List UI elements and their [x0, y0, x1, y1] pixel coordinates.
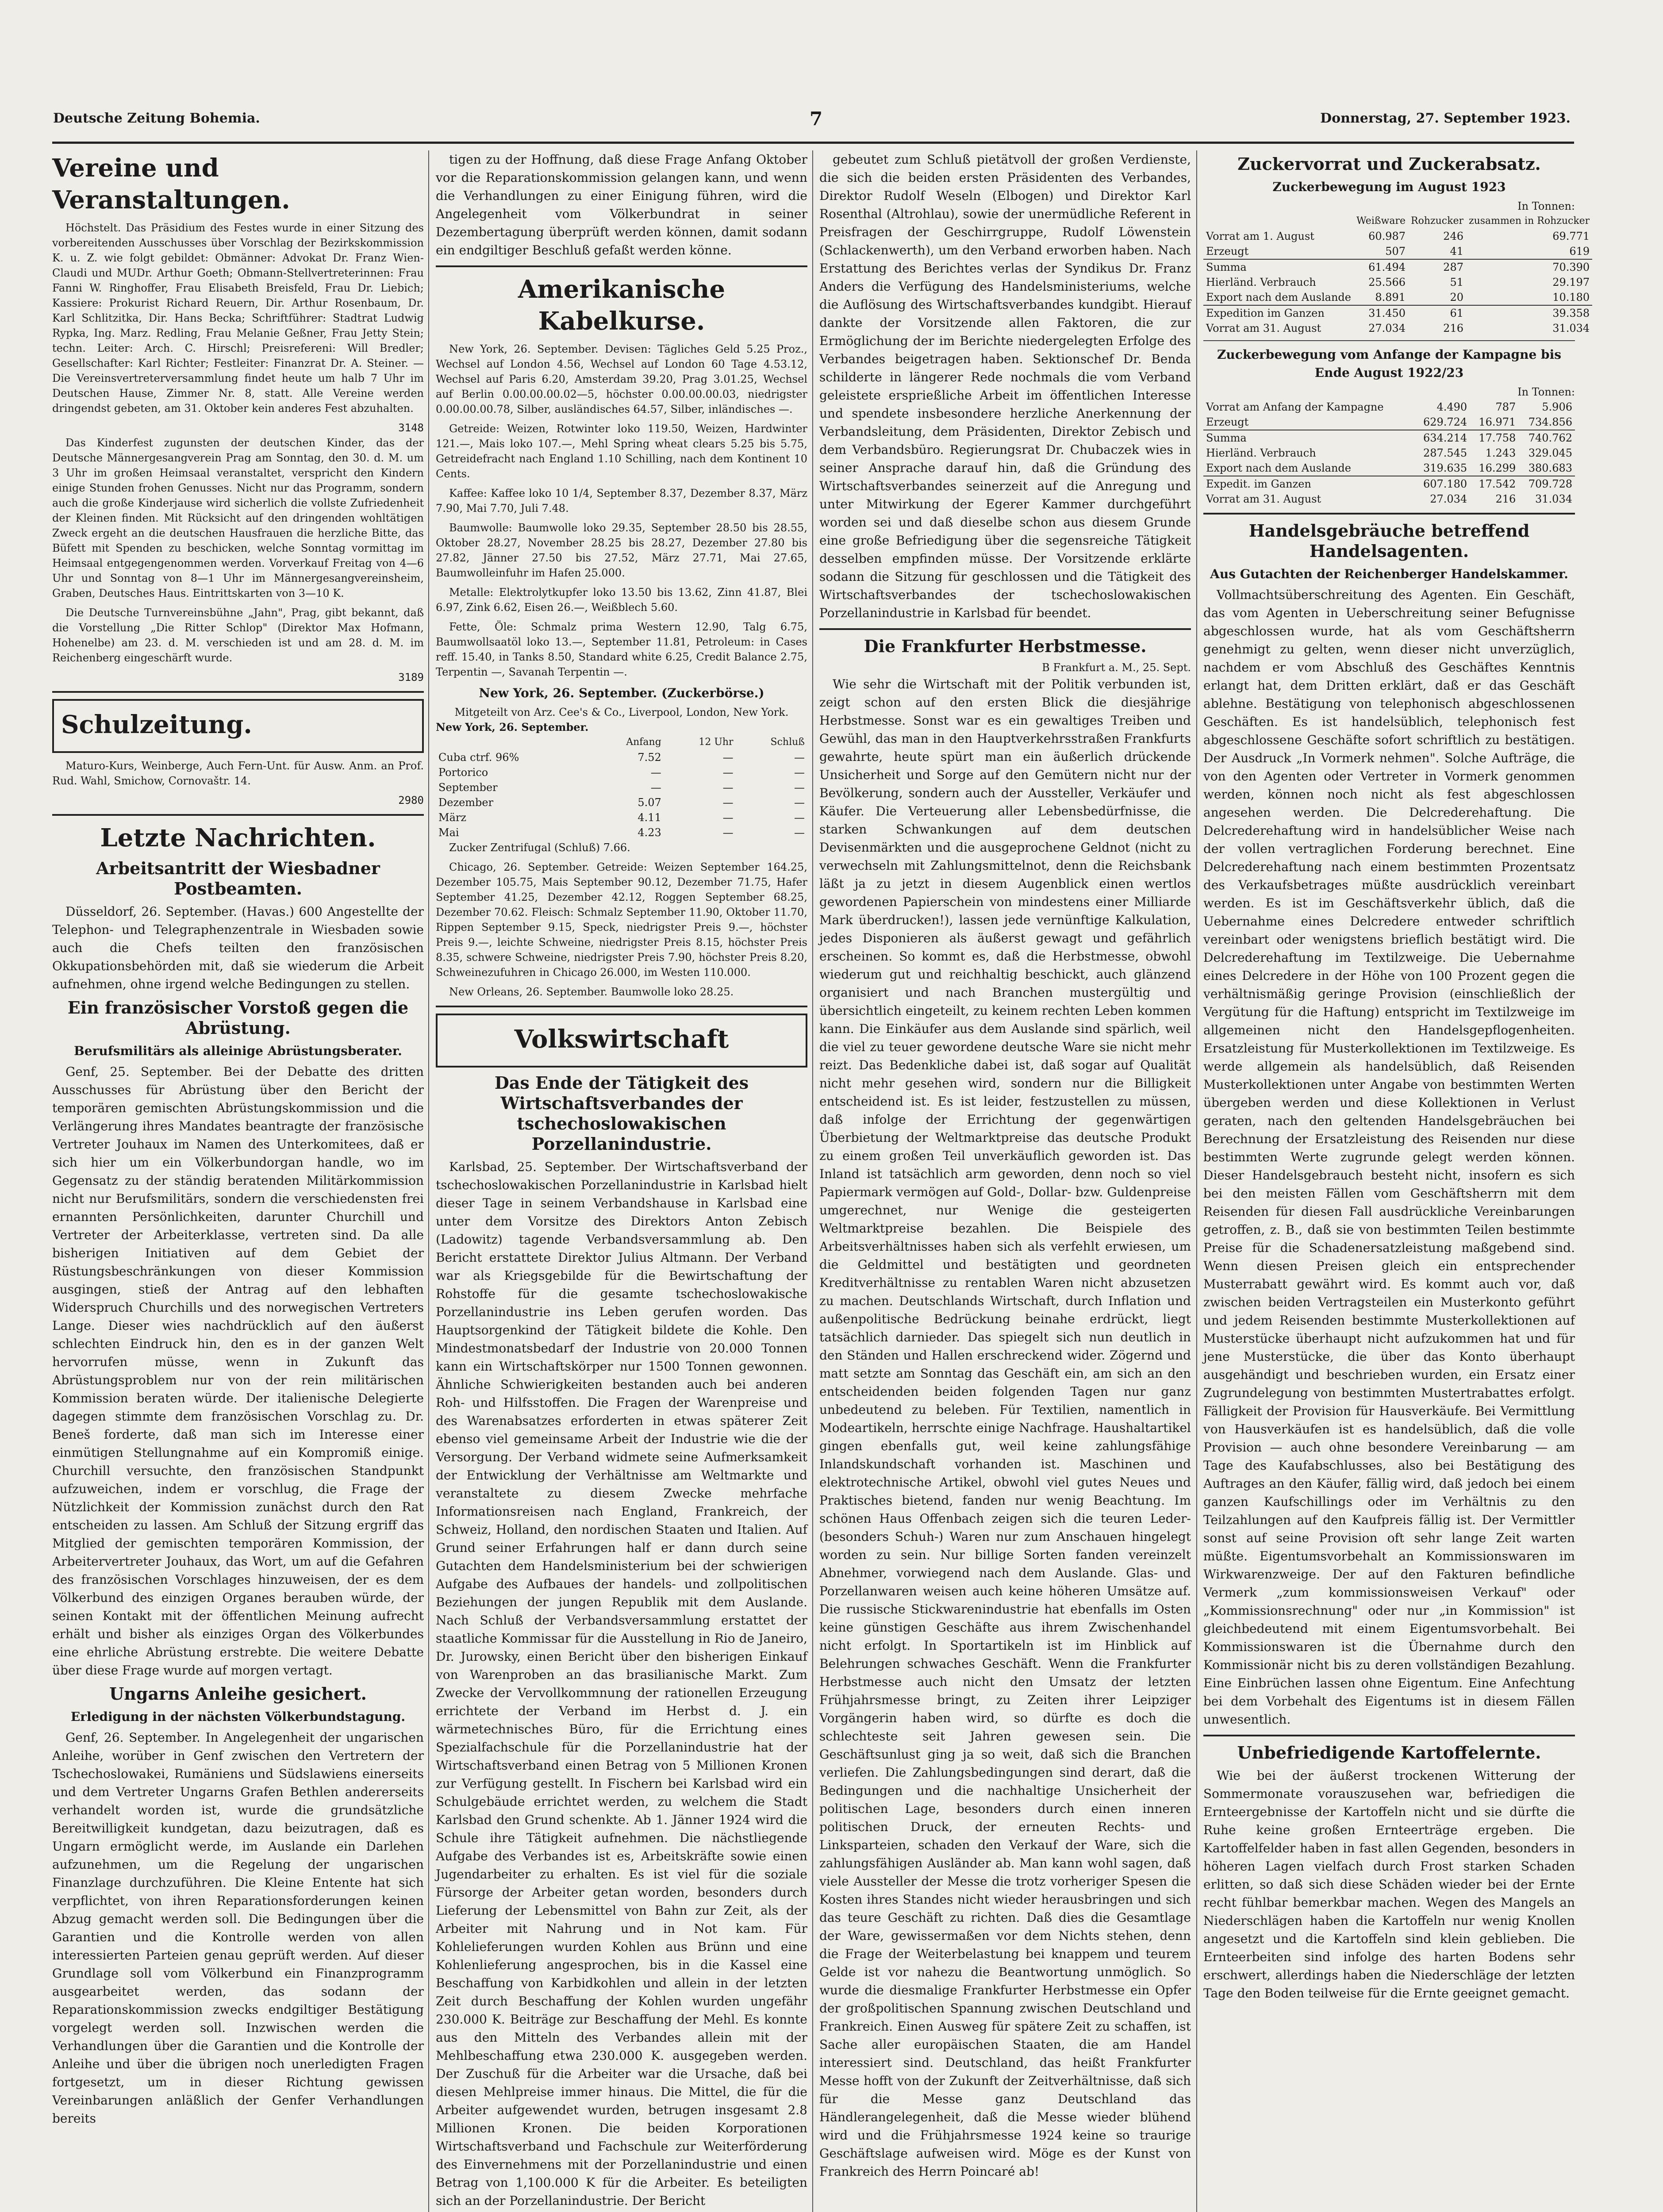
table-cell: Expedit. im Ganzen [1203, 476, 1413, 492]
table-cell: 4.11 [638, 811, 661, 824]
turnverein-article: Die Deutsche Turnvereinsbühne „Jahn", Prag, gibt bekannt, daß die Vorstellung „Die Ritter Schlop" (Direktor Max Hofmann, Hohenelbe) am 23. d. M. verschieden ist und am 28. d. M. im Reichenberg eingeschärft wurde. [52, 607, 424, 664]
table-cell: 31.034 [1535, 493, 1572, 505]
table-cell: — [722, 826, 734, 839]
porzellan-continued: gebeutet zum Schluß pietätvoll der großen Verdienste, die sich die beiden ersten Präsidenten des Verbandes, Direktor Rudolf Weseln (Elbogen) und Direktor Karl Rosenthal (Altrohlau), sowie der unermüdliche Referent in Preisfragen der Geschirrgruppe, Rudolf Löwenstein (Schlackenwerth), um den Verband erworben haben. Nach Erstattung des Berichtes verlas der Syndikus Dr. Franz Anders die Verfügung des Handelsministeriums, welche die Auflösung des Wirtschaftsverbandes kundgibt. Hierauf dankte der Vorsitzende allen Faktoren, die zur Ermöglichung der im Berichte niedergelegten Erfolge des Verbandes beigetragen haben. Sektionschef Dr. Benda schilderte in längerer Rede nochmals die vom Verband geleistete ersprießliche Arbeit im öffentlichen Interesse und spendete insbesondere herzliche Anerkennung der Verbandsleitung, dem Präsidenten, Direktor Zebisch und dem Verbandsbüro. Regierungsrat Dr. Chubaczek wies in seiner Ansprache darauf hin, daß die Gründung des Wirtschaftsverbandes seinerzeit auf die Anregung und unter Mitwirkung der Egerer Kammer durchgeführt worden sei und daß dieselbe schon aus diesem Grunde eine große Befriedigung über die segensreiche Tätigkeit desselben empfinden müsse. Der Vorsitzende erklärte sodann die Sitzung für geschlossen und die Tätigkeit des Wirtschaftsverbandes der tschechoslowakischen Porzellanindustrie in Karlsbad für beendet. [819, 152, 1191, 620]
table-cell: 41 [1450, 245, 1463, 257]
frankfurt-article: Wie sehr die Wirtschaft mit der Politik verbunden ist, zeigt schon auf den ersten Blick die diesjährige Herbstmesse. Sonst war es ein gewaltiges Treiben und Gewühl, das man in den Hauptverkehrsstraßen Frankfurts gewahrte, heute spürt man ein äußerlich drückende Unsicherheit und Sorge auf den Gemütern nicht nur der Bevölkerung, sondern auch der Aussteller, Verkäufer und Käufer. Die Verteuerung aller Lebensbedürfnisse, die starken Schwankungen auf dem deutschen Devisenmärkten und die ausgeprochene Geldnot (nicht zu verwechseln mit Zahlungsmittelnot, denn die Reichsbank läßt ja zu jetzt in diesem Augenblick einen wertlos gewordenen Papierschein von mindestens einer Milliarde Mark überdrucken!), lassen jede vernünftige Kalkulation, jedes Disponieren als äußerst gewagt und gefährlich erscheinen. So kommt es, daß die Herbstmesse, obwohl wiederum gut und reichhaltig beschickt, auch glänzend organisiert und nach Branchen mustergültig und übersichtlich eingeteilt, zu keinem rechten Leben kommen kann. Die Einkäufer aus dem Auslande sind spärlich, weil die viel zu teuer gewordene deutsche Ware sie nicht mehr reizt. Das Bedenkliche dabei ist, daß sogar auf Qualität nicht mehr gesehen wird, sondern nur die Billigkeit entscheidend ist. Es ist leider, festzustellen zu müssen, daß infolge der Errichtung der gegenwärtigen Überbietung der Weltmarktpreise das deutsche Produkt zu einem großen Teil unverkäuflich geworden ist. Das Inland ist tatsächlich arm geworden, denn noch so viel Papiermark vermögen auf Gold-, Dollar- bzw. Guldenpreise umgerechnet, nur Wenige die gesteigerten Weltmarktpreise bezahlen. Die Beispiele des Arbeitsverhältnisses haben sich als verfehlt erwiesen, um die Geldmittel und bestätigten und geordneten Kreditverhältnisse zu rentablen Waren nicht abzusetzen zu machen. Deutschlands Wirtschaft, durch Inflation und außenpolitische Bedrückung beinahe erdrückt, liegt tatsächlich darnieder. Das spiegelt sich nun deutlich in den Ständen und Hallen erschreckend wider. Zögernd und matt setzte am Sonntag das Geschäft ein, am sich an den entscheidenden beiden folgenden Tagen nur ganz unbedeutend zu beleben. Für Textilien, namentlich in Modeartikeln, herrschte einige Nachfrage. Haushaltartikel gingen ebenfalls gut, weil keine zahlungsfähige Inlandskundschaft vorhanden ist. Maschinen und elektrotechnische Artikel, obwohl viel gutes Neues und Praktisches bietend, fanden nur wenig Beachtung. Im schönen Haus Offenbach zeigen sich die teuren Leder- (besonders Schuh-) Waren nur zum Anschauen hingelegt worden zu sein. Nur billige Sorten fanden vereinzelt Abnehmer, vorwiegend nach dem Auslande. Glas- und Porzellanwaren weisen auch keine höheren Umsätze auf. Die russische Stickwarenindustrie hat ebenfalls im Osten keine günstigen Geschäfte aus ihrem Zwischenhandel nicht erfolgt. In Sportartikeln ist im Hinblick auf Belehrungen schwaches Geschäft. Wenn die Frankfurter Herbstmesse auch nicht den Umsatz der letzten Frühjahrsmesse bringt, zu Zeiten ihrer Leipziger Vorgängerin haben wird, so dürfte es doch die schlechteste seit Jahren gewesen sein. Die Geschäftsunlust ging ja so weit, daß sich die Branchen verliefen. Die Zahlungsbedingungen sind derart, daß die Bedingungen und die nachhaltige Unsicherheit der politischen Lage, besonders durch einen inneren politischen Druck, der erneuten Rechts- und Linksparteien, schaden den Verkauf der Ware, sich die zahlungsfähigen Ausländer ab. Man kann wohl sagen, daß viele Aussteller der Messe die trotz vorheriger Spesen die Kosten ihres Standes nicht wieder herausbringen und sich das teure Geschäft zu richten. Daß dies die Gesamtlage der Ware, gewissermaßen vor dem Nichts stehen, denn die Frage der Weiterbelastung bei knappem und teurem Gelde ist vor nahezu die Beantwortung unmöglich. So wurde die diesmalige Frankfurter Herbstmesse ein Opfer der großpolitischen Spannung zwischen Deutschland und Frankreich. Einen Ausweg für spätere Zeit zu schaffen, ist Sache aller europäischen Staaten, die am Handel interessiert sind. Deutschland, das heißt Frankfurter Messe hofft von der Zukunft der Zeitverhältnisse, daß sich für die Messe ganz Deutschland das Händlerangelegenheit, daß die Messe wieder blühend wird und die Frühjahrsmesse 1924 keine so traurige Geschäftslage aufweisen wird. Möge es der Kunst von Frankreich des Herrn Poincaré ab! [819, 677, 1191, 2179]
section-rule [52, 691, 424, 693]
section-rule [1203, 513, 1575, 515]
zucker-august-table [1203, 214, 1592, 336]
table-cell: — [650, 766, 661, 779]
table-row [1203, 305, 1592, 321]
letzte-nachrichten-heading: Letzte Nachrichten. [100, 823, 376, 853]
vorstoss-heading: Ein französischer Vorstoß gegen die Abrüstung. [67, 998, 409, 1038]
table-cell: 634.214 [1413, 430, 1470, 445]
table-header-row [436, 735, 807, 750]
issue-date: Donnerstag, 27. September 1923. [1320, 111, 1571, 126]
handelsgebraeuche-lead: Aus Gutachten der Reichenberger Handelskammer. [1210, 567, 1568, 581]
table-cell: 287 [1408, 259, 1466, 275]
table-cell: 39.358 [1466, 305, 1592, 321]
vorstoss-article: Genf, 25. September. Bei der Debatte des dritten Ausschusses für Abrüstung über den Bericht der temporären gemischten Abrüstungskommission und die Verlängerung ihres Mandates beantragte der französische Vertreter Jouhaux im Namen des Unterkomitees, daß er sich hier um ein Völkerbundorgan handle, wo im Gegensatz zu der ständig beratenden Militärkommission nicht nur Berufsmilitärs, sondern die verschiedensten frei ernannten Persönlichkeiten, darunter Churchill und Vertreter der Arbeiterklasse, vertreten sind. Da alle bisherigen Initiativen auf dem Gebiet der Rüstungsbeschränkungen von dieser Kommission ausgingen, stieß der Antrag auf den lebhaften Widerspruch Churchills und des norwegischen Vertreters Lange. Dieser wies nachdrücklich auf den äußerst schlechten Eindruck hin, den es in der ganzen Welt hervorrufen müsse, wenn in Zukunft das Abrüstungsproblem nur von der rein militärischen Kommission beraten würde. Der italienische Delegierte dagegen stimmte dem französischen Vorschlag zu. Dr. Beneš forderte, daß man sich im Interesse einer einmütigen Stellungnahme auf ein Kompromiß einige. Churchill versuchte, den französischen Standpunkt aufzuweichen, indem er vorschlug, die Frage der Nützlichkeit der Kommission zunächst durch den Rat entscheiden zu lassen. Am Schluß der Sitzung ergriff das Mitglied der gemischten temporären Kommission, der Arbeitervertreter Jouhaux, das Wort, um auf die Gefahren des französischen Vorschlages hinzuweisen, der es dem Völkerbund des einzigen Organes berauben würde, der seinen Kontakt mit der öffentlichen Meinung aufrecht erhält und bisher als einziges Organ des Völkerbundes eine ehrliche Abrüstung erstrebte. Die weitere Debatte über diese Frage wurde auf morgen vertagt. [52, 1064, 424, 1678]
table-cell: 607.180 [1413, 476, 1470, 492]
letzte-article: Düsseldorf, 26. September. (Havas.) 600 Angestellte der Telephon- und Telegraphenzentrale in Wiesbaden sowie auch die Chefs teilten den französischen Okkupationsbehörden mit, daß sie wiederum die Arbeit aufnehmen, ohne irgend welche Bedingungen zu stellen. [52, 904, 424, 991]
table-row [436, 795, 807, 810]
column-3 [819, 150, 1191, 2212]
handelsgebraeuche-heading: Handelsgebräuche betreffend Handelsagenten. [1248, 521, 1530, 561]
kabel-baumwolle: Baumwolle: Baumwolle loko 29.35, September 28.50 bis 28.55, Oktober 28.27, November 28.25 bis 28.27, Dezember 27.80 bis 27.82, Jänner 27.50 bis 27.52, März 27.71, Mai 27.65, Baumwolleinfuhr im Hafen 25.000. [436, 522, 807, 579]
table-cell: 60.987 [1368, 230, 1406, 242]
reference-number: 2980 [398, 794, 424, 806]
table-cell: 20 [1450, 291, 1463, 303]
table-cell: — [722, 781, 734, 794]
table-cell: Vorrat am 1. August [1206, 230, 1314, 242]
table-cell: Dezember [438, 796, 494, 809]
table-cell: Expedition im Ganzen [1203, 305, 1354, 321]
table-cell: 17.758 [1470, 430, 1518, 445]
table-cell: 216 [1495, 493, 1516, 505]
kabel-kaffee: Kaffee: Kaffee loko 10 1/4, September 8.37, Dezember 8.37, März 7.90, Mai 7.70, Juli 7.48. [436, 487, 807, 515]
table-row [1203, 430, 1575, 445]
zuckerboerse-heading: New York, 26. September. (Zuckerbörse.) [479, 686, 764, 700]
table-cell: Vorrat am 31. August [1206, 322, 1321, 334]
table-cell: — [650, 781, 661, 794]
zucker-zentrifugal: Zucker Zentrifugal (Schluß) 7.66. [449, 841, 630, 854]
vereine-heading: Vereine und Veranstaltungen. [52, 154, 290, 215]
table-cell: 1.243 [1485, 447, 1516, 459]
table-cell: Hierländ. Verbrauch [1206, 276, 1316, 288]
table-cell: 787 [1495, 401, 1516, 413]
table-cell: 319.635 [1423, 462, 1467, 474]
table-cell: Hierländ. Verbrauch [1206, 447, 1316, 459]
table-cell: — [722, 796, 734, 809]
table-cell: 31.034 [1552, 322, 1590, 334]
table-cell: 16.971 [1479, 416, 1516, 428]
section-rule [436, 1006, 807, 1007]
table-header-cell: 12 Uhr [699, 737, 734, 748]
table-row [1203, 244, 1592, 259]
kabel-metalle: Metalle: Elektrolytkupfer loko 13.50 bis 13.62, Zinn 41.87, Blei 6.97, Zink 6.62, Eisen 26.—, Weißblech 5.60. [436, 586, 807, 614]
table-cell: März [438, 811, 466, 824]
table-cell: 69.771 [1552, 230, 1590, 242]
kartoffelernte-article: Wie bei der äußerst trockenen Witterung der Sommermonate vorauszusehen war, befriedigen die Ernteergebnisse der Kartoffeln nicht und sie dürfte die Ruhe keine großen Ernteerträge ergeben. Die Kartoffelfelder haben in fast allen Gegenden, besonders in höheren Lagen vielfach durch Frost starken Schaden erlitten, so daß sich diese Schäden wieder bei der Ernte recht fühlbar bemerkbar machen. Wegen des Mangels an Niederschlägen haben die Kartoffeln nur wenig Knollen angesetzt und die Kartoffeln sind klein geblieben. Die Ernteerbeiten sind infolge des harten Bodens sehr erschwert, allerdings haben die Niederschläge der letzten Tage den Boden teilweise für die Ernte geeignet gemacht. [1203, 1768, 1575, 2001]
reference-number: 3148 [398, 422, 424, 434]
table-header-cell [1203, 214, 1354, 229]
table-row [436, 750, 807, 765]
schulzeitung-heading: Schulzeitung. [61, 710, 252, 739]
column-1 [52, 150, 424, 2212]
volkswirtschaft-box [436, 1014, 807, 1068]
column-2 [436, 150, 807, 2212]
table-header-cell [436, 735, 591, 750]
table-cell: 216 [1443, 322, 1463, 334]
table-cell: 507 [1385, 245, 1406, 257]
section-rule [1203, 340, 1575, 341]
table-cell: Export nach dem Auslande [1206, 462, 1351, 474]
table-cell: 61 [1408, 305, 1466, 321]
table-cell: 5.07 [638, 796, 661, 809]
kabelkurse-heading: Amerikanische Kabelkurse. [518, 275, 726, 336]
zucker-table [436, 735, 807, 840]
zucker-august-lead: Zuckerbewegung im August 1923 [1272, 180, 1506, 194]
kabel-fette: Fette, Öle: Schmalz prima Western 12.90, Talg 6.75, Baumwollsaatöl loko 13.—, September 11.81, Petroleum: in Cases reff. 15.40, in Tanks 8.50, Standard white 6.25, Credit Balance 2.75, Terpentin —, Savanah Terpentin —. [436, 621, 807, 678]
column-4 [1203, 150, 1590, 2212]
volkswirtschaft-heading: Volkswirtschaft [514, 1025, 729, 1054]
table-cell: — [722, 751, 734, 764]
table-row [436, 780, 807, 795]
vorstoss-lead: Berufsmilitärs als alleinige Abrüstungsberater. [74, 1044, 402, 1058]
table-row [1203, 476, 1575, 492]
table-header-cell: zusammen in Rohzucker [1468, 215, 1590, 227]
table-cell: 740.762 [1518, 430, 1575, 445]
anleihe-lead: Erledigung in der nächsten Völkerbundstagung. [70, 1709, 406, 1724]
section-rule [436, 265, 807, 267]
table-row [436, 825, 807, 840]
header-rule [52, 142, 1574, 144]
column-divider [428, 150, 429, 2212]
column-divider [812, 150, 813, 2212]
table-cell: 734.856 [1528, 416, 1572, 428]
zucker-unit: In Tonnen: [1517, 200, 1575, 212]
table-cell: Summa [1203, 259, 1354, 275]
section-rule [1203, 1735, 1575, 1736]
table-row [436, 765, 807, 780]
table-cell: 5.906 [1542, 401, 1572, 413]
table-row [436, 810, 807, 825]
section-rule [52, 814, 424, 816]
table-cell: 17.542 [1470, 476, 1518, 492]
porzellan-article: Karlsbad, 25. September. Der Wirtschaftsverband der tschechoslowakischen Porzellanindustrie in Karlsbad hielt dieser Tage in seinem Verbandshause in Karlsbad eine unter dem Vorsitze des Direktors Anton Zebisch (Ladowitz) tagende Verbandsversammlung ab. Den Bericht erstattete Direktor Julius Altmann. Der Verband war als Kriegsgebilde für die Bewirtschaftung der Rohstoffe für die gesamte tschechoslowakische Porzellanindustrie ins Leben gerufen worden. Das Hauptsorgenkind der Tätigkeit bildete die Kohle. Den Mindestmonatsbedarf der Industrie von 20.000 Tonnen kann ein Wirtschaftskörper nur 1500 Tonnen gewonnen. Ähnliche Schwierigkeiten bestanden auch bei anderen Roh- und Hilfsstoffen. Die Fragen der Warenpreise und des Warenabsatzes erforderten in etwas späterer Zeit ebenso viel gemeinsame Arbeit der Industrie wie die der Versorgung. Der Verband widmete seine Aufmerksamkeit der Entwicklung der Verhältnisse am Weltmarkte und veranstaltete zu diesem Zwecke mehrfache Informationsreisen nach England, Frankreich, der Schweiz, Holland, den nordischen Staaten und Italien. Auf Grund seiner Erfahrungen half er dann durch seine Gutachten dem Handelsministerium bei der schwierigen Aufgabe des Aufbaues der handels- und zollpolitischen Beziehungen der jungen Republik mit dem Auslande. Nach Schluß der Verbandsversammlung erstattet der staatliche Kommissar für die Ausstellung in Rio de Janeiro, Dr. Jurowsky, einen Bericht über den bisherigen Einkauf von Warenproben an das brasilianische Markt. Zum Zwecke der Vervollkommnung der rationellen Erzeugung errichtete der Verband im Herbst d. J. ein wärmetechnisches Büro, für die Errichtung eines Spezialfachschule für die Porzellanindustrie hat der Wirtschaftsverband einen Betrag von 5 Millionen Kronen zur Verfügung gestellt. In Fischern bei Karlsbad wird ein Schulgebäude errichtet werden, zu welchem die Stadt Karlsbad den Grund schenkte. Ab 1. Jänner 1924 wird die Schule ihre Tätigkeit aufnehmen. Die nächstliegende Aufgabe des Verbandes ist es, Arbeitskräfte sowie einen Jugendarbeiter zu erhalten. Es ist viel für die soziale Fürsorge der Arbeiter getan worden, besonders durch Lieferung der Lebensmittel von Bahn zur Zeit, als der Arbeiter mit Nahrung und in Not kam. Für Kohlelieferungen wurden Kohlen aus Brünn und eine Kohlenlieferung angesprochen, bis in die Kassel eine Beschaffung von Karbidkohlen und allein in der letzten Zeit durch Beschaffung der Kohlen wurden ungefähr 230.000 K. Beiträge zur Beschaffung der Mehl. Es konnte aus den Mitteln des Verbandes allein mit der Mehlbeschaffung etwa 230.000 K. ausgegeben werden. Der Zuschuß für die Arbeiter war die Ursache, daß bei diesen Mehlpreise immer hinaus. Die Mittel, die für die Arbeiter aufgewendet wurden, betrugen insgesamt 2.8 Millionen Kronen. Die beiden Korporationen Wirtschaftsverband und Fachschule zur Weiterförderung des Einvernehmens mit der Porzellanindustrie und einen Betrag von 1,100.000 K für die Arbeiter. Es beteiligten sich an der Porzellanindustrie. Der Bericht [436, 1160, 807, 2208]
table-header-cell: Schluß [770, 737, 805, 748]
table-row [1203, 275, 1592, 290]
table-cell: 51 [1450, 276, 1463, 288]
column-divider [1196, 150, 1197, 2212]
table-cell: 380.683 [1528, 462, 1572, 474]
table-cell: Portorico [438, 766, 488, 779]
table-cell: — [722, 766, 734, 779]
table-cell: Erzeugt [1206, 245, 1249, 257]
table-cell: 246 [1443, 230, 1463, 242]
table-row [1203, 399, 1575, 415]
table-header-cell: Weißware [1356, 215, 1406, 227]
page-header [53, 108, 1571, 137]
table-cell: 709.728 [1518, 476, 1575, 492]
table-cell: 27.034 [1430, 493, 1467, 505]
newspaper-name: Deutsche Zeitung Bohemia. [53, 111, 260, 126]
kinderfest-article: Das Kinderfest zugunsten der deutschen Kinder, das der Deutsche Männergesangverein Prag am Sonntag, den 30. d. M. um 3 Uhr im großen Heimsaal veranstaltet, verspricht den Kindern einige Stunden frohen Genusses. Nicht nur das Programm, sondern auch die große Kinderjause wird sicherlich die vollste Zufriedenheit der Kleinen finden. Mit Rücksicht auf den dringenden wohltätigen Zweck ergeht an die deutschen Hausfrauen die herzliche Bitte, das Büfett mit Spenden zu beschicken, welche Sonntag vormittag im Heimsaal entgegengenommen werden. Vorverkauf Freitag von 4—6 Uhr und Sonntag von 8—1 Uhr im Männergesangvereinsheim, Graben, Deutsches Haus. Eintrittskarten von 3—10 K. [52, 437, 424, 599]
table-cell: — [794, 781, 805, 794]
table-header-cell: Anfang [626, 737, 661, 748]
schulzeitung-box [52, 699, 424, 753]
frankfurt-dateline: B Frankfurt a. M., 25. Sept. [1042, 661, 1191, 674]
table-cell: 287.545 [1423, 447, 1467, 459]
table-row [1203, 415, 1575, 430]
letzte-subheading: Arbeitsantritt der Wiesbadner Postbeamten. [96, 858, 380, 899]
kabel-getreide: Getreide: Weizen, Rotwinter loko 119.50, Weizen, Hardwinter 121.—, Mais loko 107.—, Mehl Spring wheat clears 5.25 bis 5.75, Getreidefracht nach England 1.10 Schilling, nach dem Kontinent 10 Cents. [436, 422, 807, 480]
section-rule [819, 628, 1191, 630]
table-cell: 31.450 [1354, 305, 1408, 321]
table-cell: 619 [1569, 245, 1590, 257]
table-cell: Vorrat am Anfang der Kampagne [1206, 401, 1384, 413]
table-cell: — [794, 751, 805, 764]
table-row [1203, 445, 1575, 461]
table-cell: 25.566 [1368, 276, 1406, 288]
table-cell: 4.23 [638, 826, 661, 839]
frankfurt-heading: Die Frankfurter Herbstmesse. [864, 636, 1147, 656]
table-cell: Summa [1203, 430, 1413, 445]
kabel-new-york: New York, 26. September. Devisen: Tägliches Geld 5.25 Proz., Wechsel auf London 4.56, Wechsel auf London 60 Tage 4.53.12, Wechsel auf Paris 6.20, Amsterdam 39.20, Prag 3.01.25, Wechsel auf Berlin 0.00.00.00.02—5, höchster 0.00.00.00.03, niedrigster 0.00.00.00.78, Silber, ausländisches 64.57, Silber, inländisches —. [436, 343, 807, 415]
table-header-row [1203, 214, 1592, 229]
table-cell: — [722, 811, 734, 824]
table-header-cell: Rohzucker [1411, 215, 1463, 227]
table-cell: 27.034 [1368, 322, 1406, 334]
table-cell: — [794, 796, 805, 809]
table-row [1203, 461, 1575, 476]
table-row [1203, 229, 1592, 244]
table-cell: 61.494 [1354, 259, 1408, 275]
table-cell: Erzeugt [1206, 416, 1249, 428]
kampagne-lead: Zuckerbewegung vom Anfange der Kampagne bis Ende August 1922/23 [1217, 347, 1562, 380]
table-row [1203, 321, 1592, 336]
new-orleans-report: New Orleans, 26. September. Baumwolle loko 28.25. [449, 986, 734, 998]
table-cell: 329.045 [1528, 447, 1572, 459]
page-number: 7 [810, 108, 823, 130]
table-row [1203, 492, 1575, 507]
chicago-report: Chicago, 26. September. Getreide: Weizen September 164.25, Dezember 105.75, Mais September 90.12, Dezember 71.75, Hafer September 41.25, Dezember 42.12, Roggen September 68.25, Dezember 70.62. Fleisch: Schmalz September 11.90, Oktober 11.70, Rippen September 9.15, Speck, niedrigster Preis 9.—, höchster Preis 9.—, leichte Schweine, niedrigster Preis 8.15, höchster Preis 8.35, schwere Schweine, niedrigster Preis 7.90, höchster Preis 8.20, Schweinezufuhren in Chicago 26.000, im Westen 110.000. [436, 861, 807, 979]
table-cell: September [438, 781, 498, 794]
table-cell: 4.490 [1436, 401, 1467, 413]
continued-text: tigen zu der Hoffnung, daß diese Frage Anfang Oktober vor die Reparationskommission gelangen kann, und wenn die Verhandlungen zu einer Einigung führen, wird die Angelegenheit vom Völkerbundrat in seiner Dezembertagung überprüft werden können, damit sodann ein endgiltiger Beschluß gefaßt werden könne. [436, 152, 807, 257]
table-cell: — [794, 766, 805, 779]
table-cell: Mai [438, 826, 459, 839]
vereine-article: Höchstelt. Das Präsidium des Festes wurde in einer Sitzung des vorbereitenden Ausschusses über Vorschlag der Bezirkskommission K. u. Z. wie folgt gebildet: Obmänner: Advokat Dr. Franz Wien-Claudi und MUDr. Arthur Goeth; Obmann-Stellvertreterinnen: Frau Fanni W. Ringhoffer, Frau Elisabeth Breisfeld, Frau Dr. Liebich; Kassiere: Prokurist Richard Reuern, Dir. Arthur Rosenbaum, Dr. Karl Schlitzitka, Dir. Hans Becka; Schriftführer: Stadtrat Ludwig Rypka, Ing. Marz. Redling, Frau Melanie Geßner, Frau Jetty Stein; techn. Leiter: Arch. C. Hirschl; Preisrefereni: Will Bredler; Gesellschafter: Karl Richter; Festleiter: Finanzrat Dr. A. Steiner. — Die Vereinsvertreterversammlung findet heute um halb 7 Uhr im Deutschen Hause, Zimmer Nr. 8, statt. Alle Vereine werden dringendst gebeten, am 31. Oktober kein anderes Fest abzuhalten. [52, 222, 424, 415]
table-cell: — [794, 826, 805, 839]
porzellan-heading: Das Ende der Tätigkeit des Wirtschaftsverbandes der tschechoslowakischen Porzellanindustrie. [494, 1073, 749, 1154]
table-cell: 70.390 [1466, 259, 1592, 275]
kartoffelernte-heading: Unbefriedigende Kartoffelernte. [1237, 1743, 1541, 1763]
anleihe-heading: Ungarns Anleihe gesichert. [109, 1684, 367, 1704]
table-cell: 8.891 [1375, 291, 1406, 303]
table-row [1203, 259, 1592, 275]
table-cell: 29.197 [1552, 276, 1590, 288]
table-cell: 10.180 [1552, 291, 1590, 303]
table-cell: Vorrat am 31. August [1206, 493, 1321, 505]
table-cell: 7.52 [638, 751, 661, 764]
kampagne-table [1203, 399, 1575, 507]
zucker-dateline: New York, 26. September. [436, 721, 589, 733]
table-row [1203, 290, 1592, 305]
table-cell: 16.299 [1479, 462, 1516, 474]
table-cell: Export nach dem Auslande [1206, 291, 1351, 303]
zucker-mitgeteilt: Mitgeteilt von Arz. Cee's & Co., Liverpool, London, New York. [454, 706, 789, 718]
kampagne-unit: In Tonnen: [1517, 386, 1575, 398]
anleihe-article: Genf, 26. September. In Angelegenheit der ungarischen Anleihe, worüber in Genf zwischen den Vertretern der Tschechoslowakei, Rumäniens und Südslawiens einerseits und dem Vertreter Ungarns Grafen Bethlen andererseits verhandelt worden ist, wurde die grundsätzliche Bereitwilligkeit kundgetan, dazu beizutragen, daß es Ungarn ermöglicht werde, im Auslande ein Darlehen aufzunehmen, um die Regelung der ungarischen Finanzlage durchzuführen. Die Kleine Entente hat sich verpflichtet, von ihren Reparationsforderungen keinen Abzug gemacht werden soll. Die Bedingungen über die Garantien und die Kontrolle werden von allen interessierten Parteien genau geprüft werden. Auf dieser Grundlage soll vom Völkerbund ein Finanzprogramm ausgearbeitet werden, das sodann der Reparationskommission zwecks endgiltiger Bestätigung vorgelegt werden soll. Inzwischen werden die Verhandlungen über die Garantien und die Kontrolle der Anleihe und über die übrigen noch unerledigten Fragen fortgesetzt, um in dieser Richtung gewissen Vereinbarungen anläßlich der Genfer Verhandlungen bereits [52, 1730, 424, 2126]
schulzeitung-ad: Maturo-Kurs, Weinberge, Auch Fern-Unt. für Ausw. Anm. an Prof. Rud. Wahl, Smichow, Cornovaštr. 14. [52, 760, 424, 787]
table-cell: 629.724 [1423, 416, 1467, 428]
handelsgebraeuche-article: Vollmachtsüberschreitung des Agenten. Ein Geschäft, das vom Agenten in Ueberschreitung seiner Befugnisse abgeschlossen wurde, hat als vom Geschäftsherrn genehmigt zu gelten, wenn dieser nicht unverzüglich, nachdem er vom Abschluß des Geschäftes Kenntnis erlangt hat, dem Dritten erklärt, daß er das Geschäft ablehne. Bestätigung von telephonisch abgeschlossenen Geschäften. Es ist handelsüblich, telephonisch fest abgeschlossene Geschäfte sofort schriftlich zu bestätigen. Der Ausdruck „In Vormerk nehmen". Solche Aufträge, die von den Agenten oder Vertreter in Vormerk genommen werden, können noch nicht als fest abgeschlossen angesehen werden. Die Delcrederehaftung. Die Delcrederehaftung wird in handelsüblicher Weise nach der vollen vertraglichen Forderung berechnet. Eine Delcrederehaftung nach einem bestimmten Prozentsatz des Verkaufsbetrages müßte ausdrücklich vereinbart werden. Es ist im Geschäftsverkehr üblich, daß die Uebernahme eines Delcredere entweder schriftlich vereinbart oder wenigstens brieflich bestätigt wird. Die Delcrederehaftung im Textilzweige. Die Uebernahme eines Delcredere in der Höhe von 100 Prozent gegen die verhältnismäßig geringe Provision (einschließlich der Vergütung für die Haftung) entspricht im Textilzweige im allgemeinen nicht den Handelsgepflogenheiten. Ersatzleistung für Musterkollektionen im Textilzweige. Es werde allgemein als handelsüblich, daß Reisenden Musterkollektionen unter Angabe von bestimmten Werten übergeben werden und diese Kollektionen in Verlust geraten, nach den geltenden Handelsgebräuchen bei Berechnung der Ersatzleistung des Reisenden nur diese bestimmten Werte zugrunde gelegt werden können. Dieser Handelsgebrauch besteht nicht, insofern es sich bei den meisten Fällen vom Geschäftsherrn mit dem Reisenden für diesen Fall ausdrückliche Vereinbarungen getroffen, z. B., daß sie von bestimmten Teilen bestimmte Preise für die Schadenersatzleistung maßgebend sind. Wenn diesen Preisen gleich ein entsprechender Musterrabatt gewährt wird. Es kommt auch vor, daß zwischen beiden Vertragsteilen ein Musterkonto geführt und jedem Reisenden bestimmte Musterkollektionen auf Musterstücke überhaupt nicht aufzukommen hat und für jene Musterstücke, die über das Konto überhaupt ausgehändigt und beschrieben wurden, ein Ersatz einer Zugrundelegung von bestimmten Mustertrabattes erfolgt. Fälligkeit der Provision für Hausverkäufe. Bei Vermittlung von Hausverkäufen ist es handelsüblich, daß die volle Provision — auch ohne besondere Vereinbarung — am Tage des Kaufabschlusses, also bei Bestätigung des Auftrages an den Käufer, fällig wird, daß jedoch bei einem ganzen Kaufschillings oder im Verhältnis zu den Teilzahlungen auf den Kaufpreis fällig ist. Der Vermittler sonst auf seine Provision oft sehr lange Zeit warten müßte. Eigentumsvorbehalt an Kommissionswaren im Wirkwarenzweige. Der auf den Fakturen befindliche Vermerk „zum kommissionsweisen Verkauf" oder „Kommissionsrechnung" oder nur „in Kommission" ist gleichbedeutend mit einem Eigentumsvorbehalt. Bei Kommissionswaren ist die Übernahme durch den Kommissionär nicht bis zu deren vollständigen Bezahlung. Eine Einbrüchen lassen ohne Eigentum. Eine Anfechtung bei dem Vorbehalt des Eigentums ist in diesem Fällen unwesentlich. [1203, 588, 1575, 1727]
table-cell: Cuba ctrf. 96% [438, 751, 519, 764]
zuckervorrat-heading: Zuckervorrat und Zuckerabsatz. [1237, 154, 1541, 174]
reference-number: 3189 [398, 671, 424, 684]
table-cell: — [794, 811, 805, 824]
